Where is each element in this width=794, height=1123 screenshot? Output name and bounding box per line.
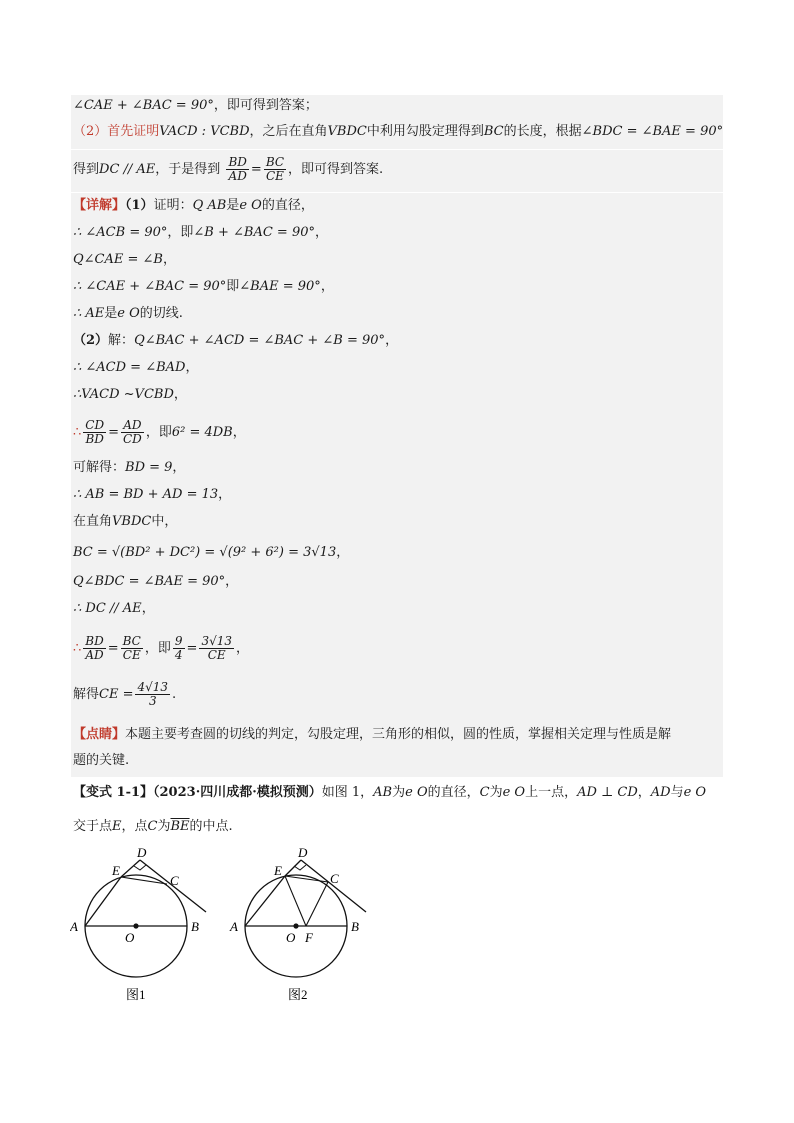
solution-line: ∴ $\frac{BD}{AD}$ = $\frac{BC}{CE}$ ，即 $\frac{9}{4}$ = $\frac{3√13}{CE}$ ， xyxy=(73,634,250,662)
label-e: E xyxy=(112,863,120,878)
fraction: $\frac{3√13}{CE}$ xyxy=(201,634,232,662)
solution-line: （2）解：Q∠BAC + ∠ACD = ∠BAC + ∠B = 90°， xyxy=(73,333,399,348)
solution-line: 在直角VBDC中， xyxy=(73,514,178,529)
label-c: C xyxy=(330,871,339,886)
solution-line: ∴ ∠ACB = 90°，即∠B + ∠BAC = 90°， xyxy=(73,225,329,240)
comment-line: 【点睛】本题主要考查圆的切线的判定，勾股定理，三角形的相似，圆的性质，掌握相关定理与性质是解 xyxy=(73,727,672,742)
right-angle-mark xyxy=(134,865,146,870)
label-d: D xyxy=(137,845,147,860)
fraction: $\frac{9}{4}$ xyxy=(174,634,183,662)
fraction: $\frac{BC}{CE}$ xyxy=(265,155,285,183)
fraction: $\frac{AD}{CD}$ xyxy=(123,418,142,446)
solution-line: ∴ AE是e O的切线. xyxy=(73,306,183,321)
solution-line: ∴ $\frac{CD}{BD}$ = $\frac{AD}{CD}$ ，即6² = 4DB， xyxy=(73,418,246,446)
solution-line: BC = √(BD² + DC²) = √(9² + 6²) = 3√13， xyxy=(73,545,350,560)
label-d: D xyxy=(298,845,308,860)
variant-line: 交于点E，点C为$\overline{BE}$的中点. xyxy=(73,819,233,834)
figure-1 xyxy=(70,842,220,1008)
solution-line: ∴ ∠ACD = ∠BAD， xyxy=(73,360,199,375)
figure-2 xyxy=(228,842,378,1008)
fraction: $\frac{CD}{BD}$ xyxy=(85,418,105,446)
comment-line: 题的关键. xyxy=(73,753,130,768)
solution-line: ∴VACD ~VCBD， xyxy=(73,387,187,402)
label-f: F xyxy=(305,930,313,945)
solution-line: ∠CAE + ∠BAC = 90°，即可得到答案； xyxy=(73,98,318,113)
segment-ed xyxy=(285,860,301,876)
solution-line: 得到DC // AE，于是得到 $\frac{BD}{AD}$ = $\frac{BC}{CE}$ ，即可得到答案. xyxy=(73,155,384,183)
label-b: B xyxy=(351,919,359,934)
tangent-dc xyxy=(301,860,366,912)
fraction: $\frac{4√13}{3}$ xyxy=(137,680,169,708)
solution-line: ∴ DC // AE， xyxy=(73,601,155,616)
segment-cf xyxy=(306,882,328,926)
solution-line: Q∠BDC = ∠BAE = 90°， xyxy=(73,574,239,589)
center-dot xyxy=(293,923,298,928)
solution-line: ∴ ∠CAE + ∠BAC = 90°即∠BAE = 90°， xyxy=(73,279,334,294)
segment-ae xyxy=(85,877,121,926)
caption-fig2: 图2 xyxy=(288,987,308,1002)
variant-line: 【变式 1-1】（2023·四川成都·模拟预测）如图 1，AB为e O的直径，C为e O上一点，AD ⊥ CD，AD与e O xyxy=(73,785,707,800)
center-dot xyxy=(133,923,138,928)
solution-line: ∴ AB = BD + AD = 13， xyxy=(73,487,232,502)
segment-ef xyxy=(285,876,306,926)
label-o: O xyxy=(286,930,296,945)
label-o: O xyxy=(125,930,135,945)
label-e: E xyxy=(274,863,282,878)
solution-line: 解得CE = $\frac{4√13}{3}$ . xyxy=(73,680,177,708)
solution-line: Q∠CAE = ∠B， xyxy=(73,252,176,267)
fraction: $\frac{BD}{AD}$ xyxy=(85,634,104,662)
solution-line: 可解得：BD = 9， xyxy=(73,460,186,475)
solution-line: （2）首先证明VACD : VCBD，之后在直角VBDC中利用勾股定理得到BC的长度，根据∠BDC = ∠BAE = 90° xyxy=(73,124,724,139)
fraction: $\frac{BC}{CE}$ xyxy=(122,634,141,662)
label-c: C xyxy=(170,873,179,888)
fraction: $\frac{BD}{AD}$ xyxy=(228,155,247,183)
detail-line: 【详解】（1）证明：Q AB是e O的直径， xyxy=(73,198,314,213)
caption-fig1: 图1 xyxy=(126,987,146,1002)
label-a: A xyxy=(70,919,78,934)
label-b: B xyxy=(191,919,199,934)
label-a: A xyxy=(230,919,238,934)
